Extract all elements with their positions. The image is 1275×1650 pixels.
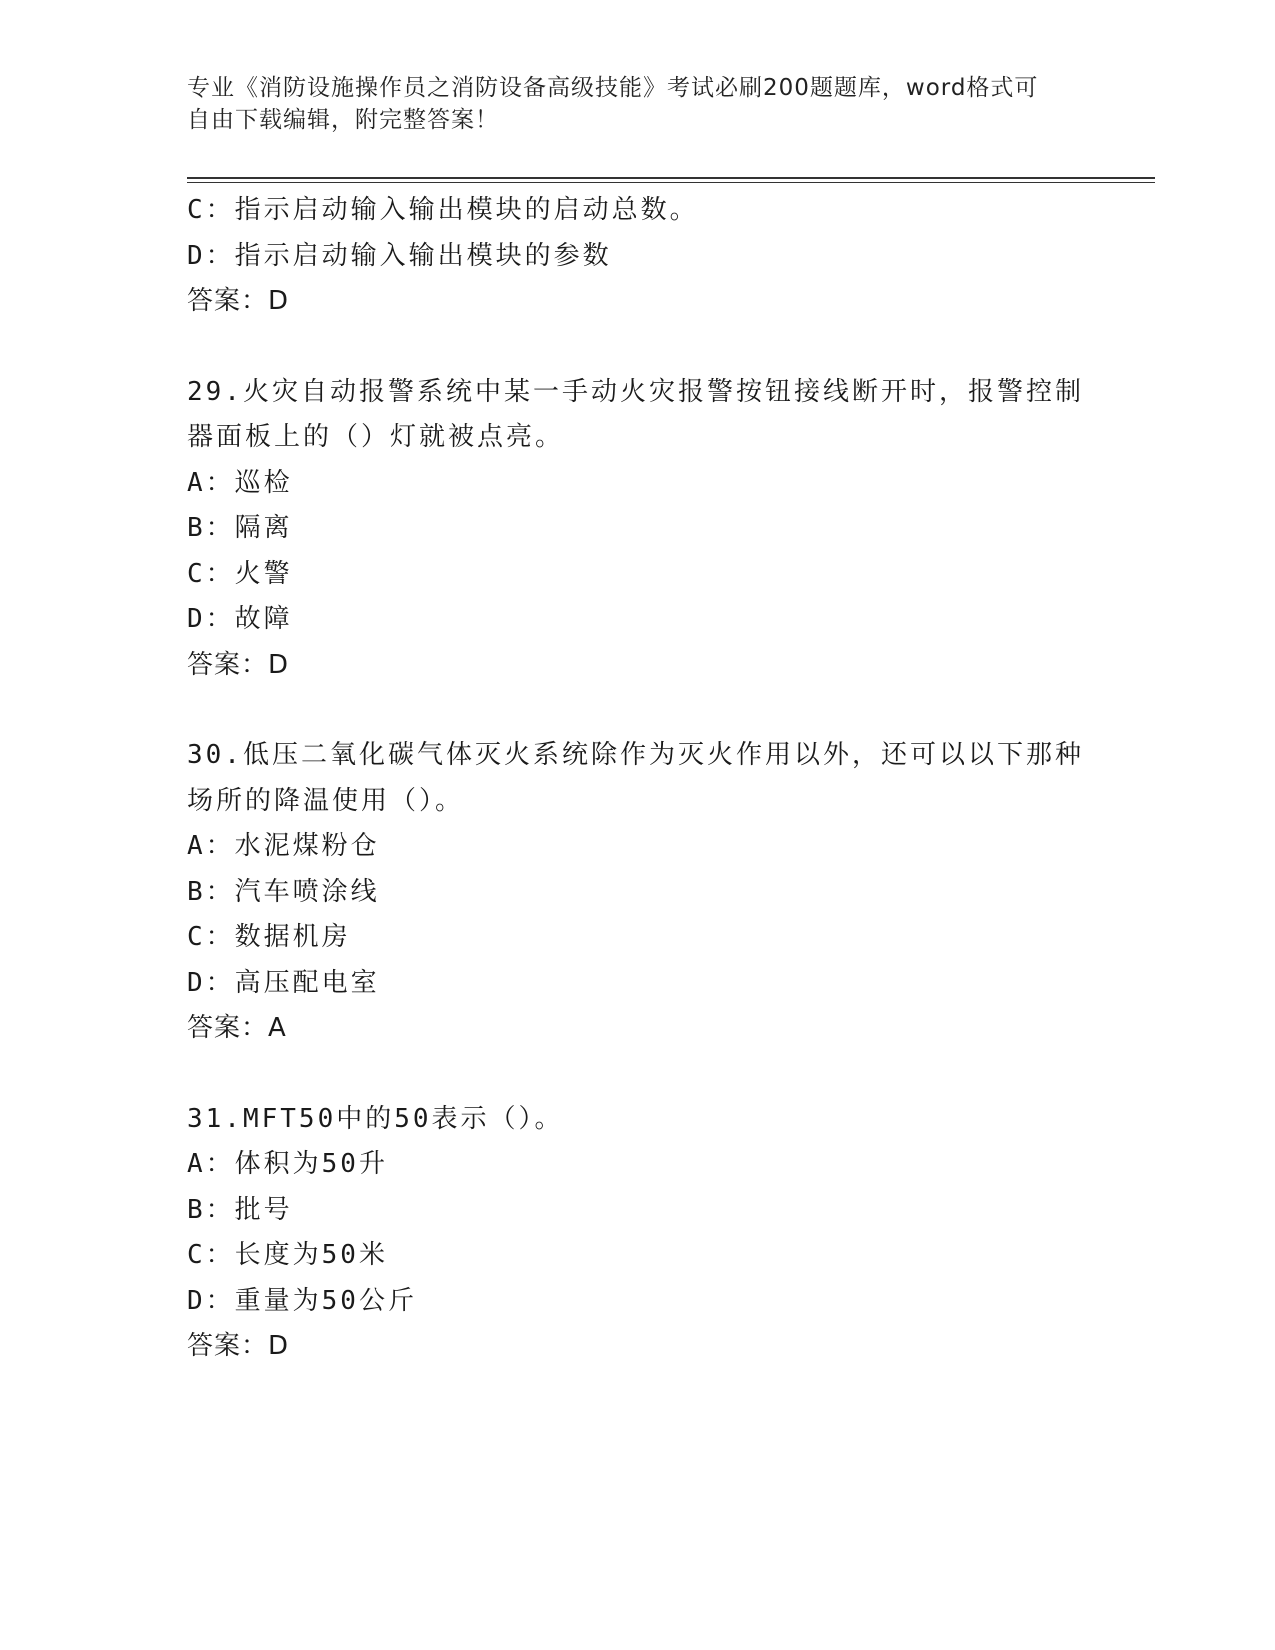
question-block-29	[187, 370, 1087, 689]
answer-line: 答案：D	[187, 1331, 290, 1361]
answer-line: 答案：A	[187, 1013, 287, 1043]
question-block-31	[187, 1097, 1087, 1370]
option-b: B：汽车喷涂线	[187, 876, 380, 907]
option-d: D：重量为50公斤	[187, 1285, 417, 1316]
option-c: C：火警	[187, 558, 293, 589]
question-stem-line: 30.低压二氧化碳气体灭火系统除作为灭火作用以外，还可以以下那种	[187, 740, 1084, 770]
question-content	[187, 188, 1087, 1370]
option-a: A：体积为50升	[187, 1149, 388, 1179]
header-divider-thin	[187, 182, 1155, 183]
option-b: B：隔离	[187, 513, 293, 543]
option-d: D：高压配电室	[187, 967, 380, 998]
question-block-30	[187, 733, 1087, 1052]
header-line-2: 自由下载编辑，附完整答案！	[187, 107, 499, 133]
document-header	[187, 72, 1067, 136]
option-b: B：批号	[187, 1194, 293, 1225]
question-block-28	[187, 188, 1087, 325]
question-stem-line: 器面板上的（）灯就被点亮。	[187, 422, 565, 452]
answer-line: 答案：D	[187, 649, 290, 680]
option-c: C：数据机房	[187, 922, 351, 952]
option-a: A：水泥煤粉仓	[187, 831, 380, 861]
option-d: D：故障	[187, 604, 293, 634]
question-stem-line: 场所的降温使用（）。	[187, 785, 465, 816]
question-stem-line: 31.MFT50中的50表示（）。	[187, 1103, 564, 1134]
answer-line: 答案：D	[187, 286, 290, 316]
option-d: D：指示启动输入输出模块的参数	[187, 240, 612, 271]
option-c: C：长度为50米	[187, 1240, 388, 1270]
header-line-1: 专业《消防设施操作员之消防设备高级技能》考试必刷200题题库，word格式可	[187, 75, 1039, 101]
question-stem-line: 29.火灾自动报警系统中某一手动火灾报警按钮接线断开时，报警控制	[187, 376, 1084, 407]
option-c: C：指示启动输入输出模块的启动总数。	[187, 195, 699, 225]
option-a: A：巡检	[187, 467, 293, 498]
header-divider-thick	[187, 177, 1155, 179]
